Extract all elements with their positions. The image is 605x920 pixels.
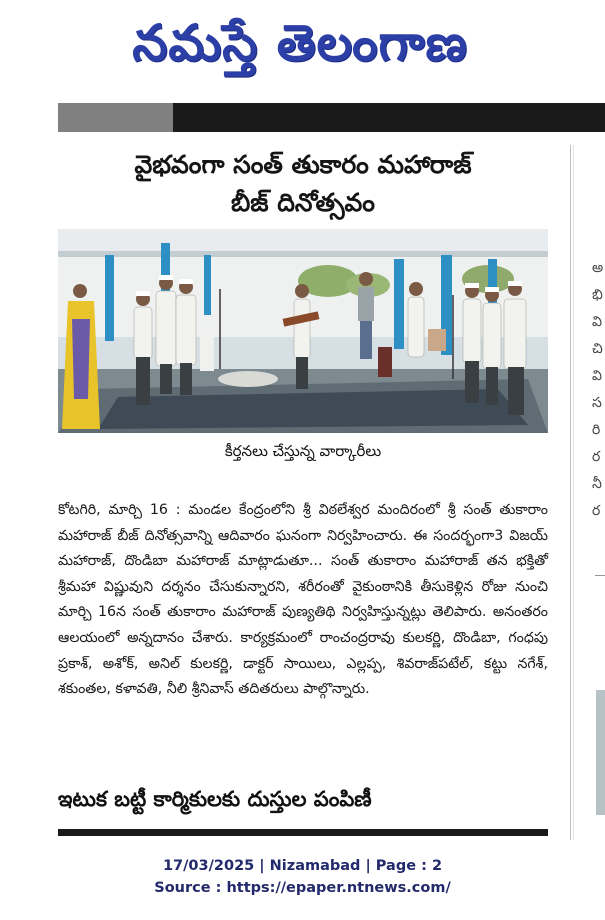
masthead-title: నమస్తే తెలంగాణ bbox=[132, 14, 468, 72]
article-headline bbox=[58, 146, 548, 222]
header-bar bbox=[58, 103, 605, 132]
side-glyph: భి bbox=[592, 287, 603, 303]
photo-caption: కీర్తనలు చేస్తున్న వార్కారీలు bbox=[224, 442, 382, 460]
headline-line-1: వైభవంగా సంత్ తుకారం మహారాజ్ bbox=[134, 150, 472, 179]
page-footer bbox=[0, 855, 605, 899]
adjacent-photo bbox=[596, 690, 605, 815]
next-article-headline: ఇటుక బట్టీ కార్మికులకు దుస్తుల పంపిణీ bbox=[58, 787, 372, 811]
side-rule bbox=[595, 575, 605, 576]
article-body: కోటగిరి, మార్చి 16 : మండల కేంద్రంలోని శ్రీ విఠలేశ్వర మందిరంలో శ్రీ సంత్ తుకారాం మహారాజ్ బీజ్ దినోత్సవాన్ని ఆదివారం ఘనంగా నిర్వహించారు. ఈ సందర్భంగా3 విజయ్ మహారాజ్, దొండిబా మహారాజ్ మాట్లాడుతూ... సంత్ తుకారాం మహారాజ్ తన భక్తితో శ్రీమహా విష్ణువుని దర్శనం చేసుకున్నారని, శరీరంతో వైకుంఠానికి తీసుకెళ్లిన రోజు నుంచి మార్చి 16న సంత్ తుకారాం మహారాజ్ పుణ్యతిథి నిర్వహిస్తున్నట్లు తెలిపారు. అనంతరం ఆలయంలో అన్నదానం చేశారు. కార్యక్రమంలో రాంచంద్రరావు కులకర్ణి, దొండిబా, గంధపు ప్రకాశ్, అశోక్, అనిల్ కులకర్ణి, డాక్టర్ సాయిలు, ఎల్లప్ప, శివరాజ్‌పటేల్, కట్టు నగేశ్, శకుంతల, కళావతి, నీలి శ్రీనివాస్ తదితరులు పాల్గొన్నారు. bbox=[58, 502, 548, 698]
side-glyph: వి bbox=[592, 368, 602, 384]
side-glyph: వి bbox=[592, 314, 602, 330]
bottom-rule bbox=[58, 829, 548, 836]
header-bar-black bbox=[173, 103, 605, 132]
footer-source: Source : https://epaper.ntnews.com/ bbox=[154, 880, 451, 896]
column-divider-light bbox=[573, 145, 574, 840]
side-glyph: ర bbox=[592, 503, 601, 519]
footer-date-edition: 17/03/2025 | Nizamabad | Page : 2 bbox=[162, 858, 443, 874]
side-glyph: రి bbox=[592, 422, 601, 438]
newspaper-masthead bbox=[100, 8, 500, 78]
side-glyph: స bbox=[592, 395, 602, 411]
side-glyph: ర bbox=[592, 449, 601, 465]
headline-line-2: బీజ్ దినోత్సవం bbox=[231, 188, 375, 217]
photo-illustration bbox=[58, 229, 548, 433]
side-glyph: అ bbox=[592, 260, 604, 276]
side-glyph: నీ bbox=[592, 476, 602, 492]
adjacent-column-text bbox=[592, 255, 605, 555]
column-divider bbox=[570, 145, 571, 840]
side-glyph: చి bbox=[592, 341, 603, 357]
header-bar-gray bbox=[58, 103, 173, 132]
article-photo bbox=[58, 229, 548, 433]
